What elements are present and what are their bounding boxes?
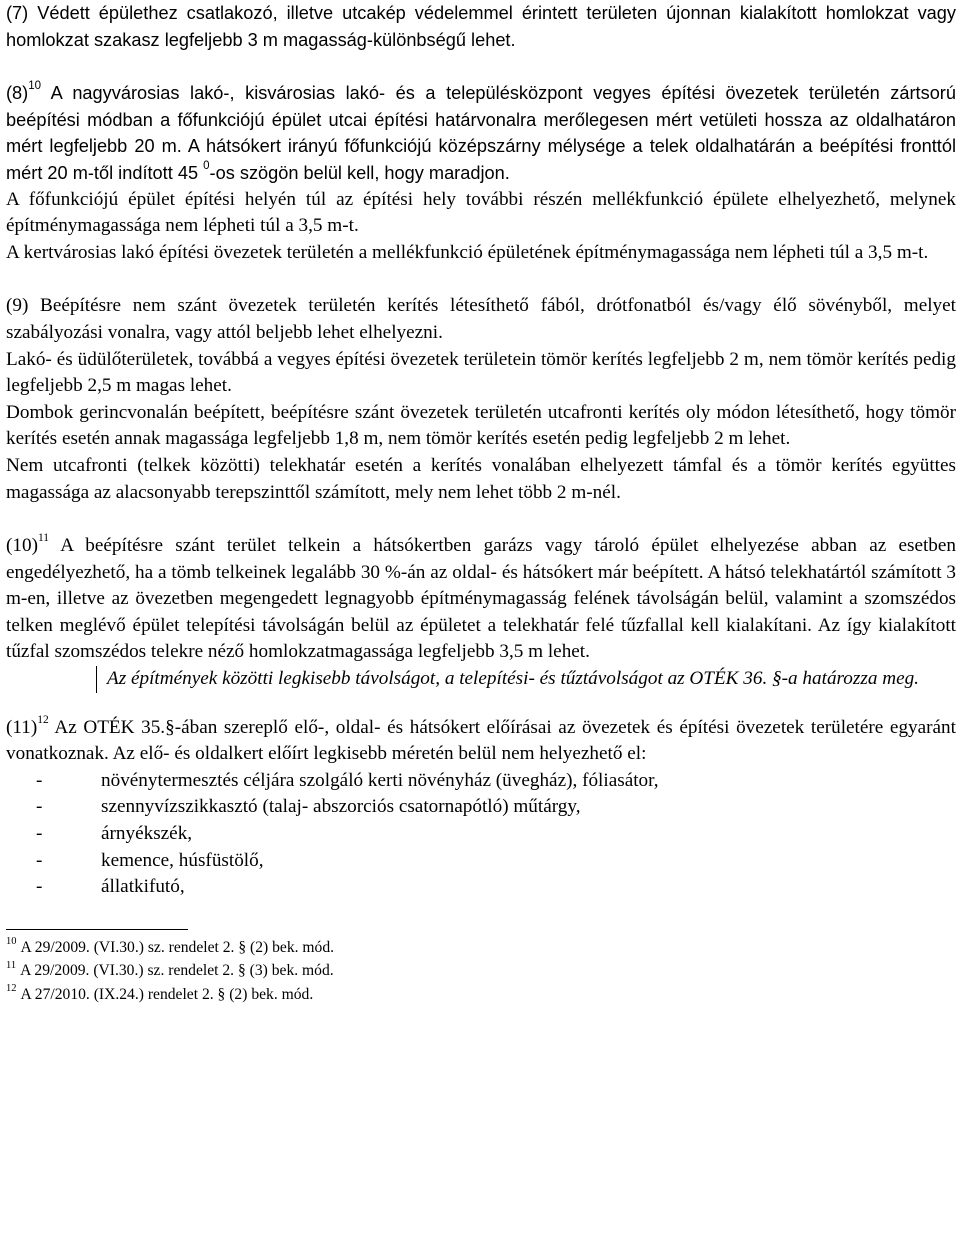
paragraph-7: (7) Védett épülethez csatlakozó, illetve utcakép védelemmel érintett területen újonnan kialakított homlokzat vagy homlokzat szakasz legfeljebb 3 m magasság-különbségű lehet.	[6, 3, 956, 50]
footnote-number: 10	[6, 936, 17, 948]
dash-bullet: -	[36, 796, 43, 818]
paragraph-8-sentence-2: A főfunkciójú épület építési helyén túl az építési hely további részén mellékfunkció épülete elhelyezhető, melynek építménymagassága nem lépheti túl a 3,5 m-t.	[6, 188, 956, 237]
paragraph-10-note: Az építmények közötti legkisebb távolságot, a telepítési- és tűztávolságot az OTÉK 36. §-a határozza meg.	[96, 666, 956, 693]
paragraph-8-sentence-3: A kertvárosias lakó építési övezetek területén a mellékfunkció épületének építménymagassága nem lépheti túl a 3,5 m-t.	[6, 241, 929, 263]
footnote-11	[6, 959, 956, 983]
footnote-divider	[6, 929, 188, 930]
list-item: - kemence, húsfüstölő,	[6, 848, 956, 875]
paragraph-10-number: (10)	[6, 535, 38, 557]
list-item: - árnyékszék,	[6, 821, 956, 848]
degree-marker: 0	[203, 160, 210, 173]
footnote-ref-10[interactable]: 10	[28, 80, 42, 93]
paragraph-9-sentence-3: Dombok gerincvonalán beépített, beépítésre szánt övezetek területén utcafronti kerítés oly módon létesíthető, hogy tömör kerítés esetén annak magassága legfeljebb 1,8 m, nem tömör kerítés esetén pedig legfeljebb 2 m lehet.	[6, 401, 956, 450]
dash-bullet: -	[36, 769, 43, 791]
paragraph-8-text-end: -os szögön belül kell, hogy maradjon.	[209, 162, 510, 183]
paragraph-8	[6, 80, 956, 186]
footnote-text: A 29/2009. (VI.30.) sz. rendelet 2. § (2) bek. mód.	[20, 938, 335, 956]
paragraph-9-sentence-1: (9) Beépítésre nem szánt övezetek területén kerítés létesíthető fából, drótfonatból és/vagy élő sövényből, melyet szabályozási vonalra, vagy attól beljebb lehet elhelyezni.	[6, 295, 956, 343]
paragraph-11-number: (11)	[6, 716, 38, 738]
footnote-ref-12[interactable]: 12	[37, 713, 49, 726]
footnote-10	[6, 936, 956, 960]
list-item: - állatkifutó,	[6, 874, 956, 901]
list-item: - növénytermesztés céljára szolgáló kerti növényház (üvegház), fóliasátor,	[6, 768, 956, 795]
document-page	[6, 0, 956, 1006]
paragraph-8-number: (8)	[6, 83, 29, 104]
paragraph-10-text: A beépítésre szánt terület telkein a hátsókertben garázs vagy tároló épület elhelyezése abban az esetben engedélyezhető, ha a tömb telkeinek legalább 30 %-án az oldal- és hátsókert már beépített. A hátsó telekhatártól számított 3 m-en, illetve az övezetben megengedett legnagyobb építménymagasság felének távolságán belül, valamint a szomszédos telken meglévő épület telepítési távolságán belül az épületet a telekhatár felé tűzfallal kell kialakítani. Az így kialakított tűzfal szomszédos telekre néző homlokzatmagassága legfeljebb 3,5 m lehet.	[6, 535, 956, 663]
paragraph-10	[6, 533, 956, 666]
footnote-text: A 29/2009. (VI.30.) sz. rendelet 2. § (3) bek. mód.	[20, 962, 334, 980]
footnote-12	[6, 983, 956, 1007]
paragraph-9-sentence-4: Nem utcafronti (telkek közötti) telekhatár esetén a kerítés vonalában elhelyezett támfal és a tömör kerítés együttes magassága az alacsonyabb terepszinttől számított, mely nem lehet több 2 m-nél.	[6, 454, 956, 503]
exclusion-list	[6, 768, 956, 901]
dash-bullet: -	[36, 876, 43, 898]
paragraph-9-sentence-2: Lakó- és üdülőterületek, továbbá a vegyes építési övezetek területein tömör kerítés legfeljebb 2 m, nem tömör kerítés pedig legfeljebb 2,5 m magas lehet.	[6, 348, 956, 397]
paragraph-8-text: A nagyvárosias lakó-, kisvárosias lakó- és a településközpont vegyes építési övezetek területén zártsorú beépítési módban a főfunkciójú épület utcai építési határvonalra merőlegesen mért vetületi hossza az oldalhatáron mért legfeljebb 20 m. A hátsókert irányú főfunkciójú középszárny mélysége a telek oldalhatárán a beépítési fronttól mért 20 m-től indított 45	[6, 83, 956, 183]
paragraph-11	[6, 715, 956, 768]
footnote-ref-11[interactable]: 11	[37, 532, 50, 545]
paragraph-11-text: Az OTÉK 35.§-ában szereplő elő-, oldal- és hátsókert előírásai az övezetek és építési övezetek területére egyaránt vonatkoznak. Az elő- és oldalkert előírt legkisebb méretén belül nem helyezhető el:	[6, 716, 956, 765]
dash-bullet: -	[36, 823, 43, 845]
footnote-text: A 27/2010. (IX.24.) rendelet 2. § (2) bek. mód.	[20, 985, 314, 1003]
footnote-number: 12	[6, 983, 17, 995]
footnote-number: 11	[6, 959, 17, 971]
dash-bullet: -	[36, 849, 43, 871]
list-item: - szennyvízszikkasztó (talaj- abszorciós csatornapótló) műtárgy,	[6, 794, 956, 821]
